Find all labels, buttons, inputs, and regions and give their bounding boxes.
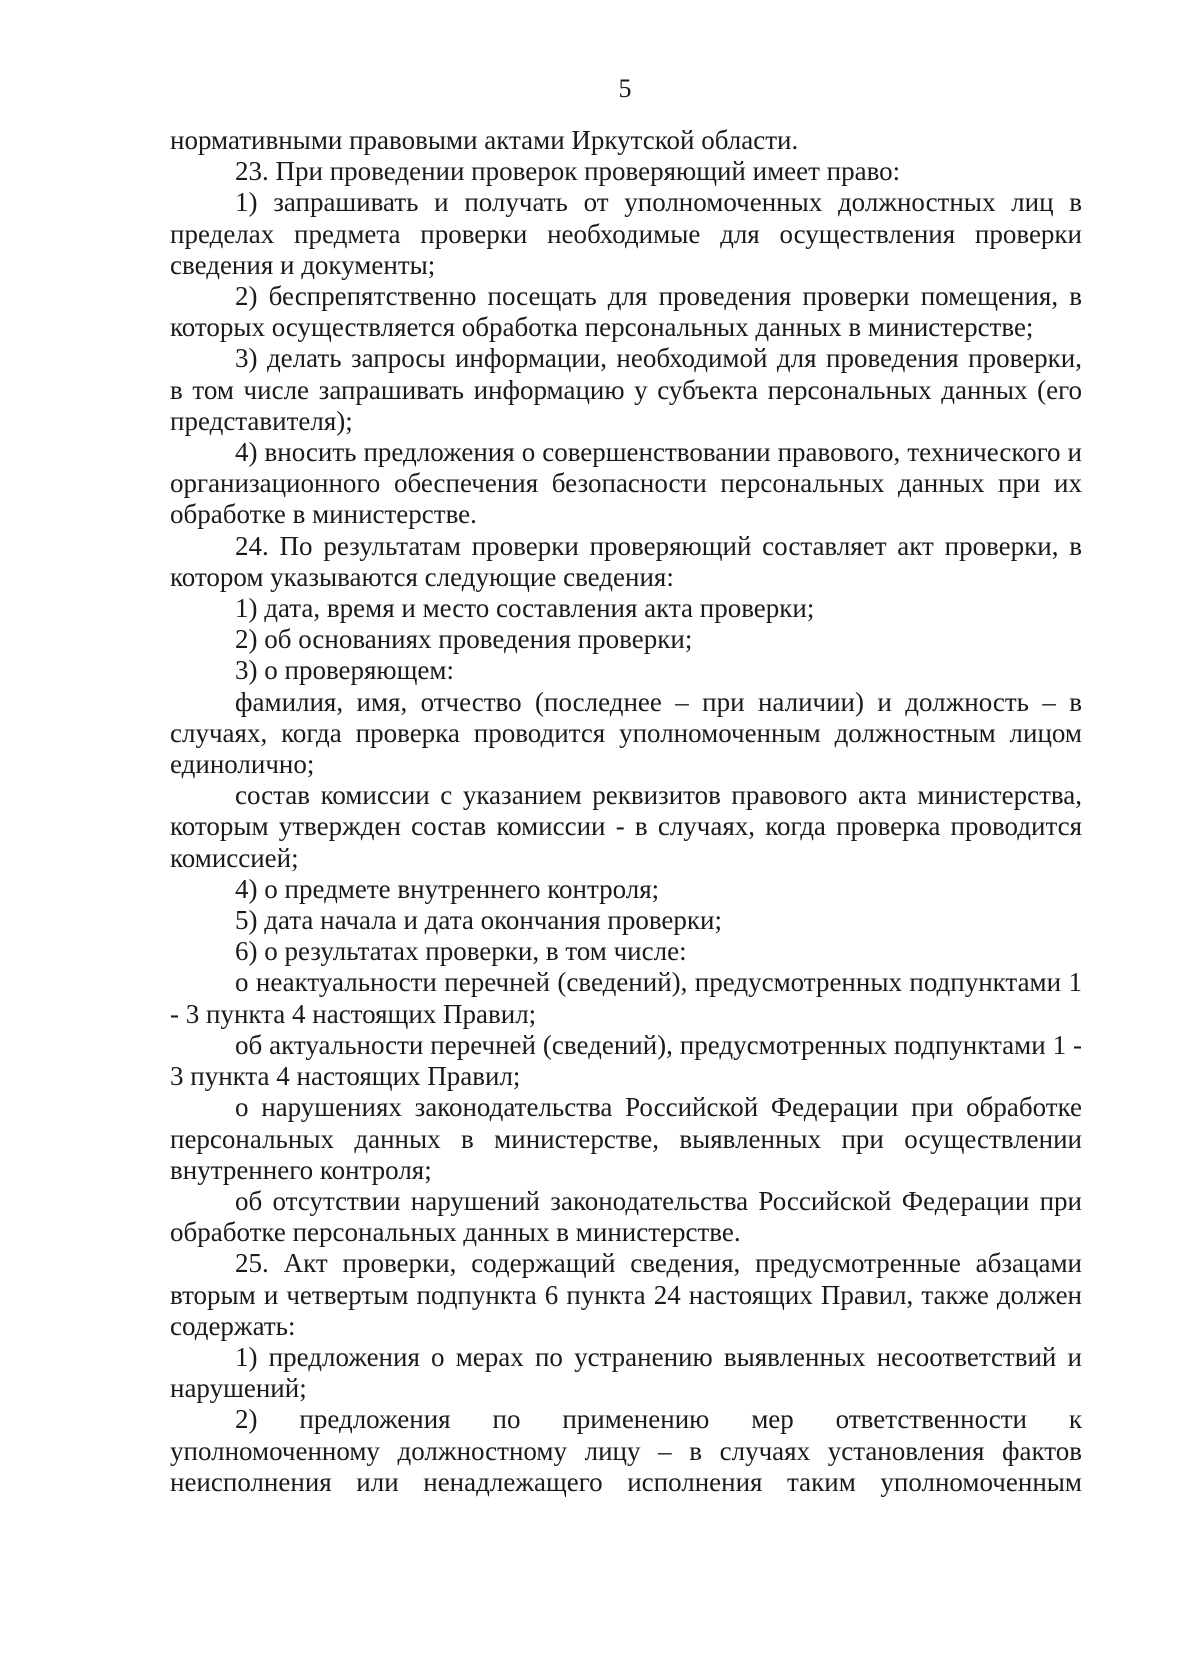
paragraph: 24. По результатам проверки проверяющий составляет акт проверки, в котором указываются следующие сведения: xyxy=(170,530,1082,592)
paragraph: 1) предложения о мерах по устранению выявленных несоответствий и нарушений; xyxy=(170,1341,1082,1404)
paragraph: 2) об основаниях проведения проверки; xyxy=(235,624,693,655)
paragraph: нормативными правовыми актами Иркутской области. xyxy=(170,125,799,155)
page-number: 5 xyxy=(618,74,632,103)
paragraph: фамилия, имя, отчество (последнее – при наличии) и должность – в случаях, когда проверка проводится уполномоченным должностным лицом единолично; xyxy=(170,686,1082,780)
paragraph: 2) беспрепятственно посещать для проведения проверки помещения, в которых осуществляется обработка персональных данных в министерстве; xyxy=(170,281,1082,343)
paragraph: 3) делать запросы информации, необходимой для проведения проверки, в том числе запрашивать информацию у субъекта персональных данных (его представителя); xyxy=(170,343,1082,436)
paragraph: состав комиссии с указанием реквизитов правового акта министерства, которым утвержден состав комиссии - в случаях, когда проверка проводится комиссией; xyxy=(170,780,1082,873)
paragraph: об отсутствии нарушений законодательства Российской Федерации при обработке персональных данных в министерстве. xyxy=(170,1185,1082,1248)
paragraph: 1) запрашивать и получать от уполномоченных должностных лиц в пределах предмета проверки необходимые для осуществления проверки сведения и документы; xyxy=(170,187,1082,280)
paragraph: о нарушениях законодательства Российской Федерации при обработке персональных данных в министерстве, выявленных при осуществлении внутреннего контроля; xyxy=(170,1092,1082,1185)
paragraph: 1) дата, время и место составления акта проверки; xyxy=(235,593,815,624)
paragraph: 6) о результатах проверки, в том числе: xyxy=(235,936,687,967)
paragraph: 3) о проверяющем: xyxy=(235,655,454,686)
paragraph: 2) предложения по применению мер ответственности к уполномоченному должностному лицу – в случаях установления фактов неисполнения или ненадлежащего исполнения таким уполномоченным xyxy=(170,1404,1082,1497)
paragraph: 5) дата начала и дата окончания проверки; xyxy=(235,905,722,936)
paragraph: 23. При проведении проверок проверяющий имеет право: xyxy=(235,156,901,187)
paragraph: о неактуальности перечней (сведений), предусмотренных подпунктами 1 - 3 пункта 4 настоящих Правил; xyxy=(170,967,1082,1029)
paragraph: 4) о предмете внутреннего контроля; xyxy=(235,873,660,904)
paragraph: 4) вносить предложения о совершенствовании правового, технического и организационного обеспечения безопасности персональных данных при их обработке в министерстве. xyxy=(170,437,1082,530)
paragraph: об актуальности перечней (сведений), предусмотренных подпунктами 1 - 3 пункта 4 настоящих Правил; xyxy=(170,1029,1082,1092)
paragraph: 25. Акт проверки, содержащий сведения, предусмотренные абзацами вторым и четвертым подпункта 6 пункта 24 настоящих Правил, также должен содержать: xyxy=(170,1248,1082,1341)
document-body xyxy=(170,125,1082,1498)
